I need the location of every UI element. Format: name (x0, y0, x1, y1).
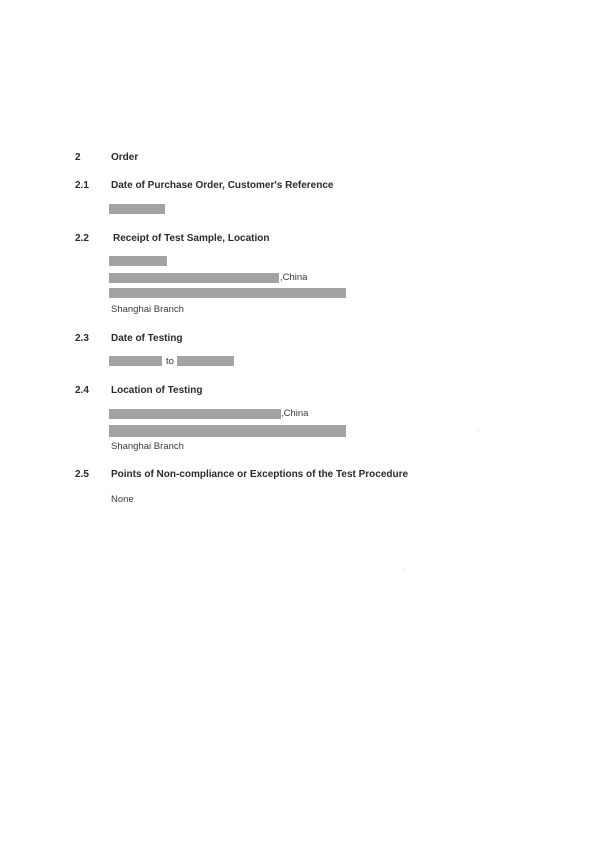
section-number-2: 2 (75, 152, 81, 163)
section-number-2-4: 2.4 (75, 385, 89, 396)
redacted-block (109, 409, 281, 419)
section-heading-receipt-of-sample: Receipt of Test Sample, Location (113, 233, 270, 244)
branch-name: Shanghai Branch (111, 441, 184, 452)
location-country: ,China (280, 272, 308, 283)
redacted-block (109, 356, 162, 366)
section-heading-order: Order (111, 152, 139, 163)
redacted-block (109, 256, 167, 266)
location-country: ,China (281, 408, 309, 419)
scan-speck (404, 569, 405, 570)
redacted-block (109, 273, 279, 283)
redacted-block (109, 204, 165, 214)
section-heading-purchase-order: Date of Purchase Order, Customer's Reference (111, 180, 334, 191)
section-number-2-3: 2.3 (75, 333, 89, 344)
section-number-2-2: 2.2 (75, 233, 89, 244)
section-heading-location-of-testing: Location of Testing (111, 385, 203, 396)
section-heading-date-of-testing: Date of Testing (111, 333, 183, 344)
non-compliance-value: None (111, 494, 134, 505)
section-number-2-1: 2.1 (75, 180, 89, 191)
date-range-connector: to (166, 356, 174, 367)
section-heading-non-compliance: Points of Non-compliance or Exceptions of the Test Procedure (111, 469, 409, 480)
section-number-2-5: 2.5 (75, 469, 89, 480)
redacted-block (109, 288, 346, 298)
branch-name: Shanghai Branch (111, 304, 184, 315)
redacted-block (177, 356, 234, 366)
scan-speck (478, 430, 479, 431)
redacted-block (109, 425, 346, 437)
